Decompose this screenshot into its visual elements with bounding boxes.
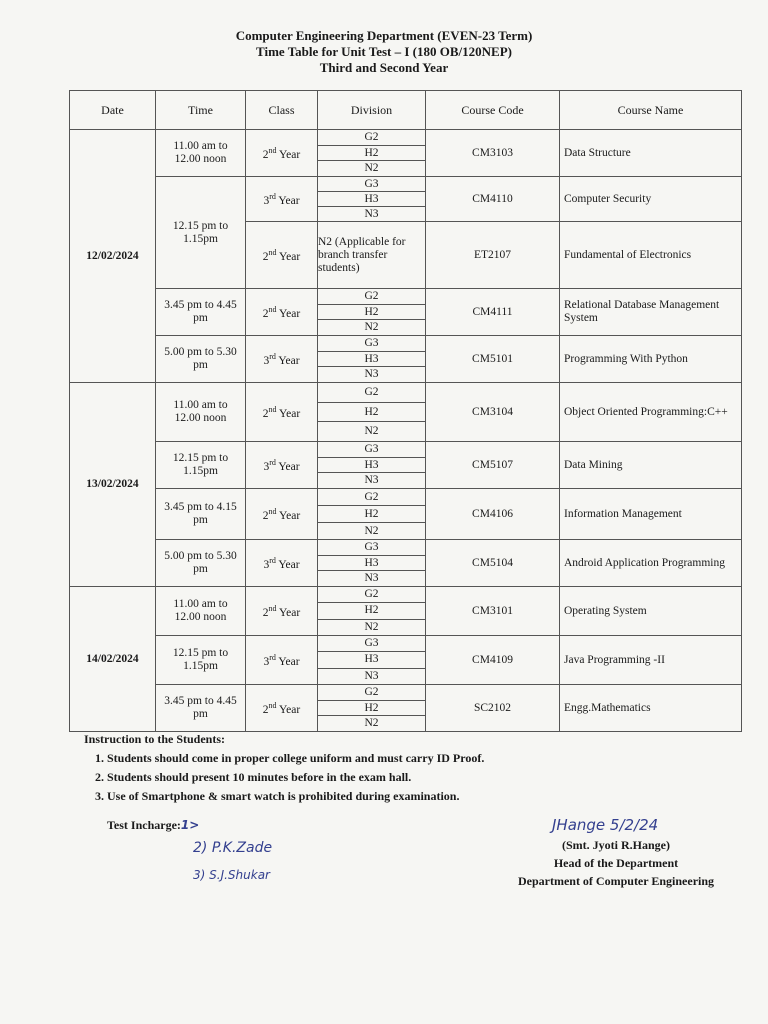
division-cell xyxy=(318,587,426,636)
course-code-cell: CM3101 xyxy=(426,587,560,636)
class-suffix: nd xyxy=(268,701,277,711)
division-entry: H2 xyxy=(318,506,425,523)
class-num: 3 xyxy=(263,194,270,207)
header-line-1: Computer Engineering Department (EVEN-23 Term) xyxy=(235,28,533,43)
division-entry: N2 (Applicable for branch transfer students) xyxy=(318,235,406,274)
table-row xyxy=(70,289,742,336)
course-code-cell: CM3103 xyxy=(426,130,560,177)
course-name-cell: Computer Security xyxy=(560,177,742,222)
class-cell xyxy=(246,222,318,289)
table-row xyxy=(70,336,742,383)
instruction-item: 3. Use of Smartphone & smart watch is prohibited during examination. xyxy=(107,787,484,806)
instruction-item: 1. Students should come in proper college uniform and must carry ID Proof. xyxy=(107,749,484,768)
division-cell xyxy=(318,289,426,336)
time-cell: 3.45 pm to 4.45 pm xyxy=(156,685,246,732)
course-name-cell: Android Application Programming xyxy=(560,540,742,587)
course-code-cell: SC2102 xyxy=(426,685,560,732)
course-name-cell: Object Oriented Programming:C++ xyxy=(560,383,742,442)
course-name-cell: Data Mining xyxy=(560,442,742,489)
division-cell xyxy=(318,636,426,685)
time-cell: 11.00 am to 12.00 noon xyxy=(156,587,246,636)
class-num: 2 xyxy=(262,703,269,716)
course-code-cell: CM5104 xyxy=(426,540,560,587)
col-header-class: Class xyxy=(246,91,318,130)
division-entry: G2 xyxy=(318,289,425,305)
table-row xyxy=(70,489,742,540)
class-suffix: rd xyxy=(269,458,276,468)
class-suffix: rd xyxy=(269,352,276,362)
class-cell xyxy=(246,489,318,540)
class-cell xyxy=(246,587,318,636)
hod-block xyxy=(496,836,736,890)
division-entry: H3 xyxy=(318,556,425,572)
table-header-row xyxy=(70,91,742,130)
division-entry: G2 xyxy=(318,130,425,146)
class-word: Year xyxy=(279,250,301,263)
division-entry: N2 xyxy=(364,524,379,537)
hod-signature: JHange 5/2/24 xyxy=(552,816,659,834)
class-cell xyxy=(246,289,318,336)
course-name-cell: Operating System xyxy=(560,587,742,636)
division-cell xyxy=(318,177,426,222)
time-cell: 12.15 pm to 1.15pm xyxy=(156,177,246,289)
course-code-cell: CM5101 xyxy=(426,336,560,383)
division-entry: G2 xyxy=(318,489,425,506)
class-word: Year xyxy=(279,509,301,522)
time-cell: 5.00 pm to 5.30 pm xyxy=(156,540,246,587)
class-num: 3 xyxy=(263,655,270,668)
course-code-cell: CM4109 xyxy=(426,636,560,685)
division-entry: G3 xyxy=(318,540,425,556)
col-header-course-code: Course Code xyxy=(426,91,560,130)
instructions xyxy=(84,730,484,806)
header-line-3: Third and Second Year xyxy=(319,60,449,75)
division-cell xyxy=(318,336,426,383)
class-suffix: nd xyxy=(268,604,277,614)
time-cell: 5.00 pm to 5.30 pm xyxy=(156,336,246,383)
class-suffix: nd xyxy=(268,305,277,315)
division-entry: H3 xyxy=(318,652,425,668)
test-incharge-label: Test Incharge: xyxy=(107,818,181,832)
col-header-date: Date xyxy=(70,91,156,130)
division-entry: H3 xyxy=(318,192,425,207)
division-cell xyxy=(318,489,426,540)
class-cell xyxy=(246,130,318,177)
course-code-cell: ET2107 xyxy=(426,222,560,289)
time-cell: 12.15 pm to 1.15pm xyxy=(156,442,246,489)
class-cell xyxy=(246,177,318,222)
class-cell xyxy=(246,383,318,442)
division-entry: H3 xyxy=(318,458,425,474)
time-cell: 11.00 am to 12.00 noon xyxy=(156,130,246,177)
table-row xyxy=(70,177,742,222)
division-entry: H2 xyxy=(318,701,425,717)
division-entry: G2 xyxy=(318,587,425,603)
division-entry: N3 xyxy=(364,474,379,487)
class-word: Year xyxy=(278,655,300,668)
test-incharge xyxy=(107,818,199,833)
class-word: Year xyxy=(278,194,300,207)
class-num: 3 xyxy=(263,354,270,367)
division-cell xyxy=(318,685,426,732)
instruction-item: 2. Students should present 10 minutes before in the exam hall. xyxy=(107,768,484,787)
instructions-title: Instruction to the Students: xyxy=(84,732,226,746)
division-entry: N3 xyxy=(364,572,379,585)
division-entry: N2 xyxy=(364,717,379,730)
col-header-time: Time xyxy=(156,91,246,130)
class-cell xyxy=(246,442,318,489)
time-cell: 3.45 pm to 4.45 pm xyxy=(156,289,246,336)
col-header-course-name: Course Name xyxy=(560,91,742,130)
timetable xyxy=(69,90,742,732)
class-cell xyxy=(246,540,318,587)
class-suffix: nd xyxy=(268,146,277,156)
division-entry: H2 xyxy=(318,146,425,162)
class-num: 2 xyxy=(262,307,269,320)
table-row xyxy=(70,587,742,636)
division-entry: H3 xyxy=(318,352,425,368)
division-entry: G3 xyxy=(318,336,425,352)
table-row xyxy=(70,685,742,732)
division-cell xyxy=(318,540,426,587)
class-suffix: rd xyxy=(269,192,276,202)
class-suffix: nd xyxy=(268,507,277,517)
course-name-cell: Java Programming -II xyxy=(560,636,742,685)
course-code-cell: CM4111 xyxy=(426,289,560,336)
course-code-cell: CM5107 xyxy=(426,442,560,489)
course-name-cell: Fundamental of Electronics xyxy=(560,222,742,289)
division-entry: N3 xyxy=(364,669,379,682)
table-row xyxy=(70,442,742,489)
division-entry: N2 xyxy=(364,425,379,438)
division-cell xyxy=(318,442,426,489)
class-num: 2 xyxy=(262,148,269,161)
division-entry: G2 xyxy=(318,383,425,403)
class-num: 3 xyxy=(263,558,270,571)
division-entry: N3 xyxy=(364,207,379,220)
date-cell: 13/02/2024 xyxy=(70,383,156,587)
class-suffix: rd xyxy=(269,556,276,566)
time-cell: 12.15 pm to 1.15pm xyxy=(156,636,246,685)
division-entry: H2 xyxy=(318,403,425,423)
class-word: Year xyxy=(278,460,300,473)
division-entry: G2 xyxy=(318,685,425,701)
course-code-cell: CM4106 xyxy=(426,489,560,540)
division-entry: G3 xyxy=(318,177,425,192)
class-suffix: nd xyxy=(268,248,277,258)
class-word: Year xyxy=(279,606,301,619)
time-cell: 11.00 am to 12.00 noon xyxy=(156,383,246,442)
division-entry: N2 xyxy=(364,162,379,175)
class-cell xyxy=(246,685,318,732)
course-code-cell: CM4110 xyxy=(426,177,560,222)
table-row xyxy=(70,130,742,177)
table-row xyxy=(70,540,742,587)
instructions-list xyxy=(84,749,484,806)
date-cell: 12/02/2024 xyxy=(70,130,156,383)
incharge-mark: 1> xyxy=(180,818,200,832)
header-line-2: Time Table for Unit Test – I (180 OB/120NEP) xyxy=(256,44,512,59)
class-word: Year xyxy=(279,407,301,420)
division-cell xyxy=(318,383,426,442)
class-word: Year xyxy=(278,558,300,571)
class-num: 2 xyxy=(262,250,269,263)
division-cell xyxy=(318,130,426,177)
class-num: 2 xyxy=(262,606,269,619)
hod-name: (Smt. Jyoti R.Hange) xyxy=(562,838,670,852)
class-num: 3 xyxy=(263,460,270,473)
class-cell xyxy=(246,336,318,383)
division-entry: H2 xyxy=(318,305,425,321)
class-word: Year xyxy=(279,307,301,320)
incharge-signature-2: 3) S.J.Shukar xyxy=(193,868,270,882)
division-entry: G3 xyxy=(318,442,425,458)
division-entry: N3 xyxy=(364,368,379,381)
division-entry: N2 xyxy=(364,620,379,633)
division-entry: N2 xyxy=(364,321,379,334)
class-num: 2 xyxy=(262,509,269,522)
document-header xyxy=(0,28,768,76)
course-name-cell: Programming With Python xyxy=(560,336,742,383)
class-suffix: nd xyxy=(268,405,277,415)
time-cell: 3.45 pm to 4.15 pm xyxy=(156,489,246,540)
hod-title: Head of the Department xyxy=(553,856,679,870)
col-header-division: Division xyxy=(318,91,426,130)
division-cell xyxy=(318,222,426,289)
hod-department: Department of Computer Engineering xyxy=(517,874,715,888)
division-entry: G3 xyxy=(318,636,425,652)
class-word: Year xyxy=(279,148,301,161)
course-code-cell: CM3104 xyxy=(426,383,560,442)
class-word: Year xyxy=(279,703,301,716)
class-word: Year xyxy=(278,354,300,367)
course-name-cell: Engg.Mathematics xyxy=(560,685,742,732)
class-num: 2 xyxy=(262,407,269,420)
course-name-cell: Data Structure xyxy=(560,130,742,177)
course-name-cell: Information Management xyxy=(560,489,742,540)
division-entry: H2 xyxy=(318,603,425,619)
table-row xyxy=(70,383,742,442)
incharge-signature-1: 2) P.K.Zade xyxy=(193,840,273,856)
class-suffix: rd xyxy=(269,653,276,663)
class-cell xyxy=(246,636,318,685)
course-name-cell: Relational Database Management System xyxy=(560,289,742,336)
table-row xyxy=(70,636,742,685)
date-cell: 14/02/2024 xyxy=(70,587,156,732)
